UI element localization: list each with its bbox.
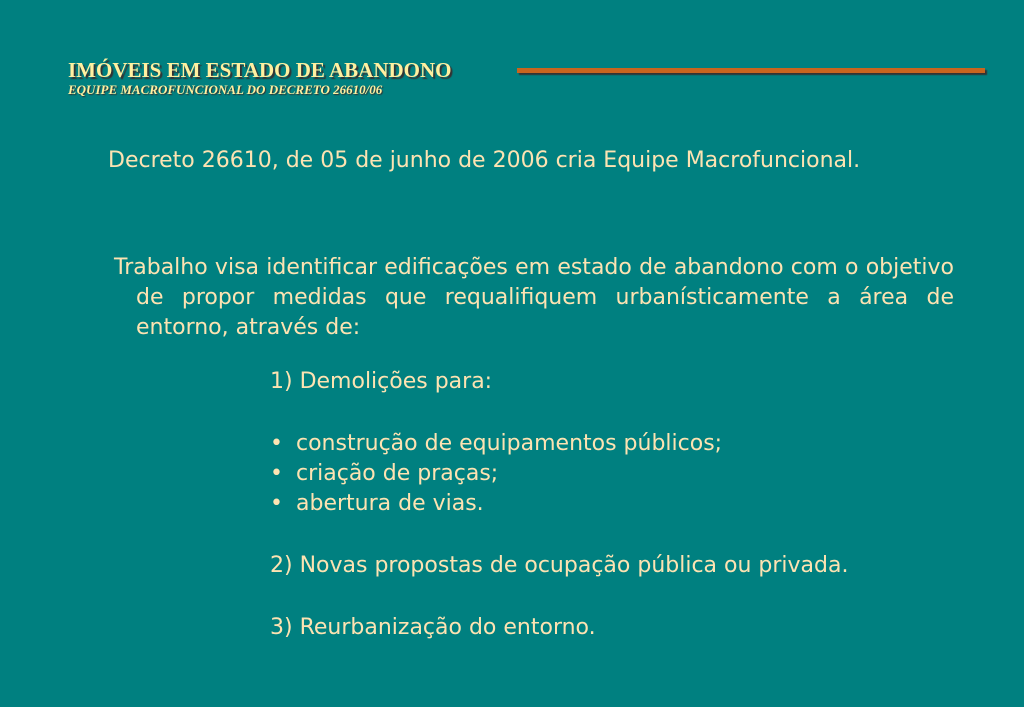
slide-subtitle: EQUIPE MACROFUNCIONAL DO DECRETO 26610/06 [68, 82, 383, 97]
bullet-item [270, 489, 970, 519]
list-item-reurbanization: 3) Reurbanização do entorno. [270, 615, 596, 640]
decree-paragraph: Decreto 26610, de 05 de junho de 2006 cria Equipe Macrofuncional. [108, 148, 861, 173]
bullet-item [270, 429, 970, 459]
slide-title: IMÓVEIS EM ESTADO DE ABANDONO [68, 58, 452, 82]
objective-paragraph: Trabalho visa identificar edificações em estado de abandono com o objetivo de propor medidas que requalifiquem urbanísticamente a área de entorno, através de: [114, 255, 954, 340]
bullet-text: abertura de vias. [296, 491, 484, 516]
bullet-text: construção de equipamentos públicos; [296, 431, 723, 456]
list-item-new-proposals: 2) Novas propostas de ocupação pública ou privada. [270, 553, 849, 578]
bullet-text: criação de praças; [296, 461, 499, 486]
title-divider [517, 68, 985, 73]
list-item-demolitions: 1) Demolições para: [270, 369, 493, 394]
bullet-icon: • [270, 431, 283, 456]
bullet-icon: • [270, 461, 283, 486]
bullet-item [270, 459, 970, 489]
bullet-icon: • [270, 491, 283, 516]
action-list [270, 367, 970, 643]
